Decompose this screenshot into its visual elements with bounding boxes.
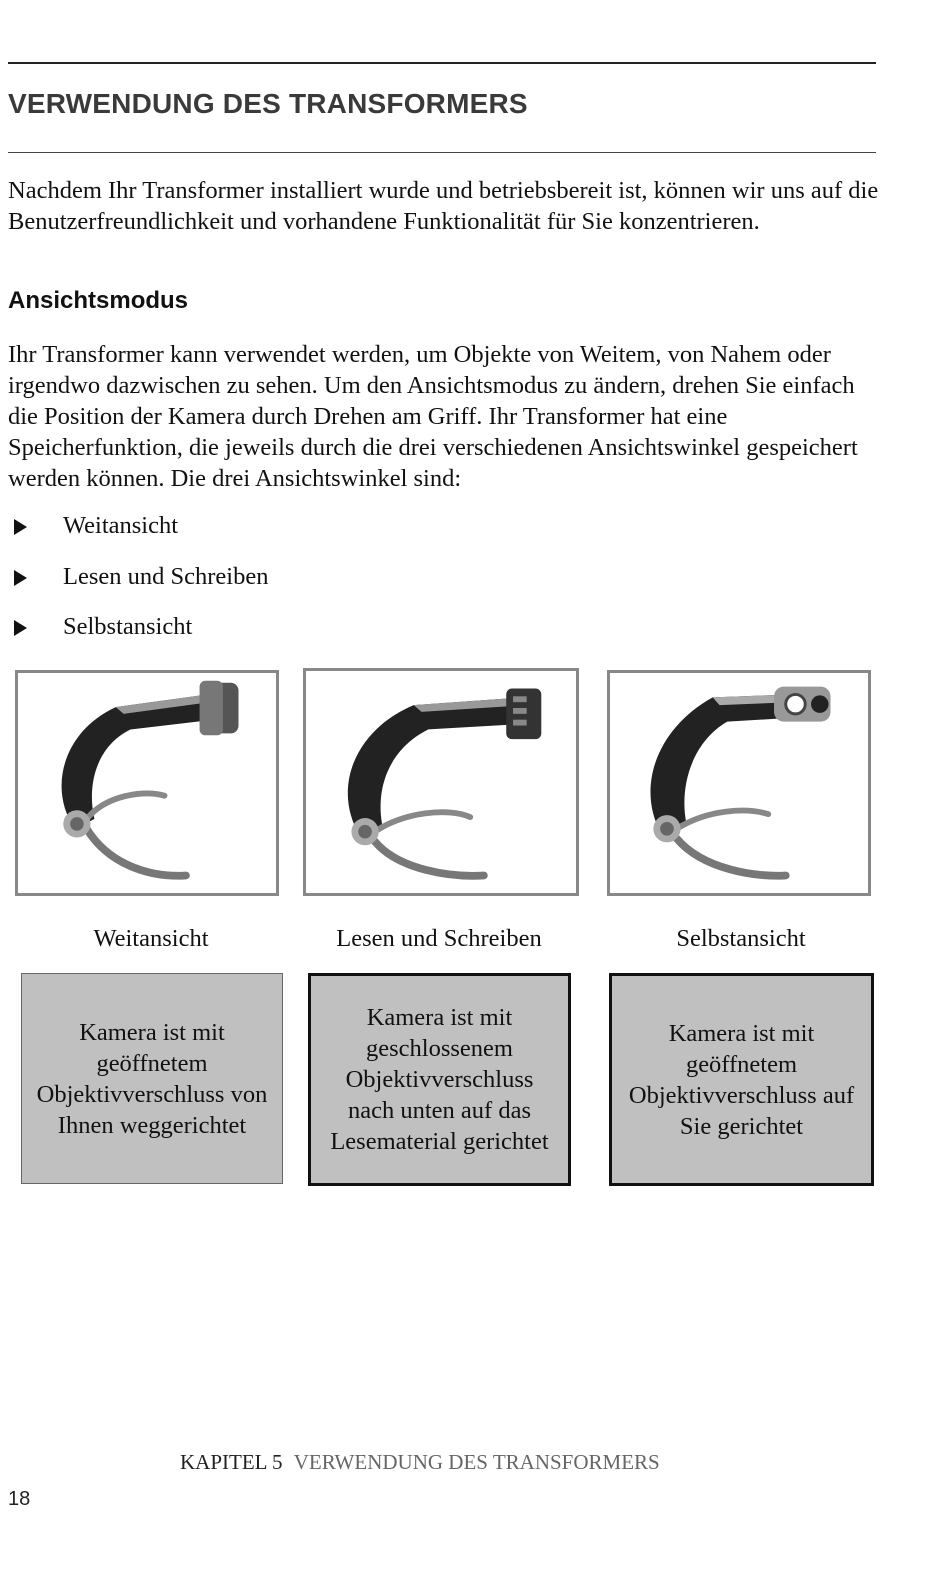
- description-text: Kamera ist mit geöffnetem Objektivverschluss auf Sie gerichtet: [628, 1019, 855, 1140]
- transformer-camera-image: [18, 673, 276, 893]
- footer-title: VERWENDUNG DES TRANSFORMERS: [293, 1450, 660, 1474]
- description-box-weitansicht: [21, 973, 283, 1184]
- footer-chapter: KAPITEL 5: [180, 1450, 283, 1474]
- page-footer: [180, 1450, 660, 1475]
- photo-weitansicht: [15, 670, 279, 896]
- caption-selbstansicht: Selbstansicht: [676, 925, 806, 952]
- list-item-label: Lesen und Schreiben: [63, 562, 269, 590]
- caption-lesen-und-schreiben: Lesen und Schreiben: [336, 925, 542, 952]
- description-text: Kamera ist mit geöffnetem Objektivverschluss von Ihnen weggerichtet: [36, 1018, 268, 1139]
- triangle-bullet-icon: [14, 620, 27, 636]
- triangle-bullet-icon: [14, 570, 27, 586]
- description-box-lesen-und-schreiben: [308, 973, 571, 1186]
- list-item-label: Weitansicht: [63, 512, 179, 539]
- photo-selbstansicht: [607, 670, 871, 896]
- triangle-bullet-icon: [14, 519, 27, 535]
- transformer-camera-image: [610, 673, 868, 893]
- transformer-camera-image: [306, 671, 576, 893]
- page-number: 18: [8, 1488, 31, 1510]
- description-text: Kamera ist mit geschlossenem Objektivverschluss nach unten auf das Lesematerial gerichtet: [330, 1004, 549, 1155]
- description-box-selbstansicht: [609, 973, 874, 1186]
- heading-underline: [8, 152, 876, 153]
- caption-weitansicht: Weitansicht: [93, 925, 209, 952]
- top-rule: [8, 62, 876, 64]
- list-item-label: Selbstansicht: [63, 613, 193, 640]
- section-body: Ihr Transformer kann verwendet werden, um Objekte von Weitem, von Nahem oder irgendwo dazwischen zu sehen. Um den Ansichtsmodus zu ändern, drehen Sie einfach die Position der Kamera durch Drehen am Griff. Ihr Transformer hat eine Speicherfunktion, die jeweils durch die drei verschiedenen Ansichtswinkel gespeichert werden können. Die drei Ansichtswinkel sind:: [8, 341, 858, 492]
- intro-paragraph: Nachdem Ihr Transformer installiert wurde und betriebsbereit ist, können wir uns auf die Benutzerfreundlichkeit und vorhandene Funktionalität für Sie konzentrieren.: [8, 177, 879, 235]
- section-title: Ansichtsmodus: [8, 287, 189, 314]
- page-heading: VERWENDUNG DES TRANSFORMERS: [8, 88, 528, 119]
- photo-lesen-und-schreiben: [303, 668, 579, 896]
